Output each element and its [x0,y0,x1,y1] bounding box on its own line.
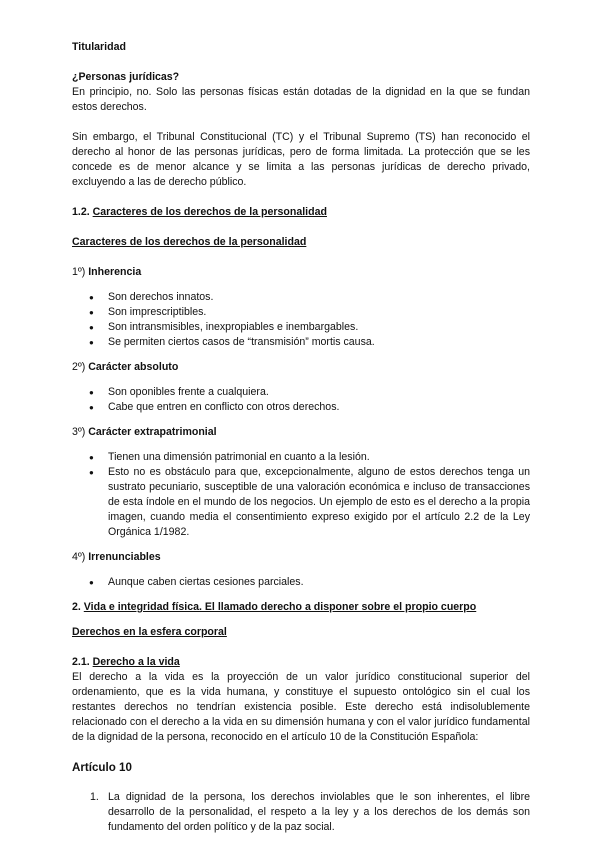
section-title: Vida e integridad física. El llamado derecho a disponer sobre el propio cuerpo [83,601,477,613]
section-number: 2. [72,601,84,613]
paragraph-sin-embargo: Sin embargo, el Tribunal Constitucional (TC) y el Tribunal Supremo (TS) han reconocido el derecho al honor de las personas jurídicas, pero de forma limitada. La protección que se les concede es de menor alcance y se limita a las personas jurídicas de derecho privado, excluyendo a las de derecho público. [72,131,530,188]
list-item: ● Esto no es obstáculo para que, excepcionalmente, alguno de estos derechos tenga un sustrato pecuniario, susceptible de una valoración económica e incluso de transacciones de esta índole en el mundo de los negocios. Un ejemplo de esto es el derecho a la propia imagen, cuando media el consentimiento expreso exigido por el artículo 2.2 de la Ley Orgánica 1/1982. [72,465,530,540]
list-item: ● Aunque caben ciertas cesiones parciales. [72,575,530,590]
irrenunciables-list [72,575,530,590]
document-page [72,40,530,835]
character-title: Carácter extrapatrimonial [88,426,217,438]
heading-extrapatrimonial [72,425,530,440]
articulo-10-list [72,790,530,835]
list-item: ● Son oponibles frente a cualquiera. [72,385,530,400]
heading-caracter-absoluto [72,360,530,375]
heading-inherencia [72,265,530,280]
item-number: 1. [90,791,99,803]
heading-personas-juridicas: ¿Personas jurídicas? [72,71,180,83]
character-number: 1º) [72,266,89,278]
list-item: ● Cabe que entren en conflicto con otros derechos. [72,400,530,415]
heading-section-2-1 [72,655,530,670]
heading-section-1-2 [72,205,530,220]
character-number: 3º) [72,426,89,438]
paragraph-en-principio: En principio, no. Solo las personas físicas están dotadas de la dignidad en la que se fundan estos derechos. [72,86,530,113]
paragraph-derecho-vida: El derecho a la vida es la proyección de un valor jurídico constitucional superior del ordenamiento, que es la vida humana, y constituye el supuesto ontológico sin el cual los restantes derechos no tendrían existencia posible. Este derecho está indisolublemente relacionado con el derecho a la vida en su dimensión humana y con el valor jurídico fundamental de la dignidad de la persona, reconocido en el artículo 10 de la Constitución Española: [72,671,530,743]
heading-caracteres: Caracteres de los derechos de la personalidad [72,236,307,248]
character-title: Inherencia [88,266,142,278]
heading-irrenunciables [72,550,530,565]
absoluto-list [72,385,530,415]
heading-articulo-10: Artículo 10 [72,761,132,774]
item-text: La dignidad de la persona, los derechos inviolables que le son inherentes, el libre desarrollo de la personalidad, el respeto a la ley y a los derechos de los demás son fundamento del orden político y de la paz social. [108,791,530,833]
section-number: 2.1. [72,656,93,668]
section-title: Caracteres de los derechos de la personalidad [92,206,327,218]
heading-esfera-corporal: Derechos en la esfera corporal [72,626,227,638]
list-item: ● Son imprescriptibles. [72,305,530,320]
list-item: ● Son intransmisibles, inexpropiables e inembargables. [72,320,530,335]
heading-titularidad: Titularidad [72,41,126,53]
list-item: ● Se permiten ciertos casos de “transmisión” mortis causa. [72,335,530,350]
extrapatrimonial-list [72,450,530,540]
list-item: ● Son derechos innatos. [72,290,530,305]
character-title: Irrenunciables [88,551,161,563]
character-title: Carácter absoluto [88,361,179,373]
character-number: 4º) [72,551,89,563]
list-item: ● Tienen una dimensión patrimonial en cuanto a la lesión. [72,450,530,465]
list-item [72,790,530,835]
heading-section-2 [72,600,530,615]
section-title: Derecho a la vida [92,656,180,668]
section-number: 1.2. [72,206,93,218]
inherencia-list [72,290,530,350]
character-number: 2º) [72,361,89,373]
